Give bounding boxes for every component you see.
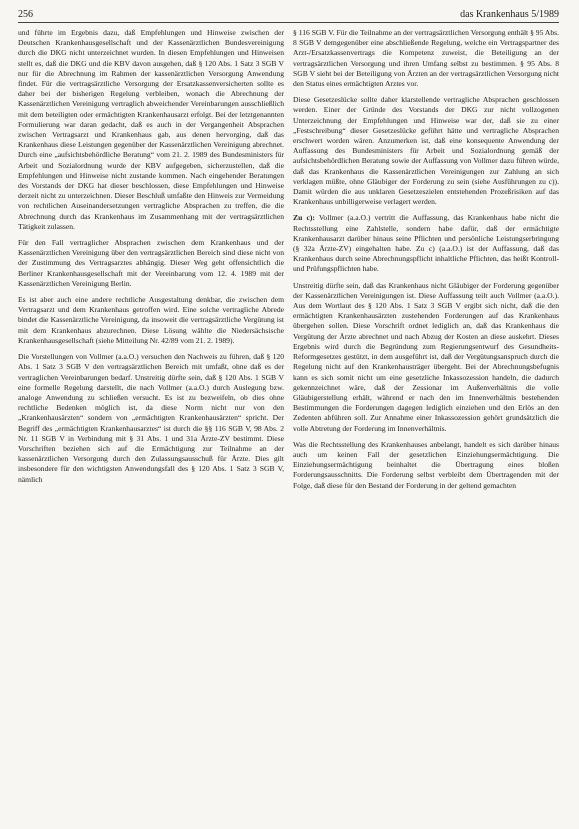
paragraph: Unstreitig dürfte sein, daß das Krankenhaus nicht Gläubiger der Forderung gegenüber der Kassenärztlichen Vereinigungen ist. Diese Auffassung teilt auch Vollmer (a.a.O.). Aus dem Wortlaut des § 120 Abs. 1 Satz 3 SGB V ergibt sich nicht, daß die den ermächtigten Krankenhausärzten zustehenden Forderungen auf das Krankenhaus übergehen sollen. Diese Vorschrift ordnet lediglich an, daß das Krankenhaus die Vergütung der Ärzte abrechnet und nach Abzug der Kosten an diese auskehrt. Dieses Ergebnis wird durch die Begründung zum Regierungsentwurf des Gesundheits-Reformgesetzes gestützt, in dem ausgeführt ist, daß der Vergütungsanspruch durch die Regelung nicht auf den Krankenhausträger übergeht. Bei der Abrechnungsbefugnis kann es sich somit nicht um eine gesetzliche Inkassozession handeln, die dadurch gekennzeichnet wäre, daß der Zessionar im Außenverhältnis die volle Gläubigerstellung erhält, während er nach den im Innenverhältnis bestehenden Bestimmungen die Forderungen dagegen lediglich einziehen und den Erlös an den Zedenten abführen soll. Zur Annahme einer Inkassozession gehört grundsätzlich die volle Abtretung der Forderung im Innenverhältnis. <box>293 280 559 433</box>
paragraph: und führte im Ergebnis dazu, daß Empfehlungen und Hinweise zwischen der Deutschen Krankenhausgesellschaft und der Kassenärztlichen Bundesvereinigung durch die DKG nicht unterzeichnet wurden. In diesen Empfehlungen und Hinweisen stellt es, daß die DKG und die KBV davon ausgehen, daß § 120 Abs. 1 Satz 3 SGB V nur für die Abrechnung im Rahmen der kassenärztlichen Versorgung Anwendung findet. Für die vertragsärztliche Versorgung der Ersatzkassenversicherten sollte es daher bei der bisherigen Regelung verbleiben, wonach die Abrechnung der Kassenärztlichen Vereinigung vertraglich abweichender Vereinbarungen ausschließlich mit dem beteiligten oder ermächtigten Krankenhausarzt erfolgt. Bei der letztgenannten Formulierung war daran gedacht, daß es auch in der Vergangenheit Absprachen zwischen Vertragsarzt und Krankenhaus gab, aus denen hervorging, daß das Krankenhaus diese Leistungen gegenüber der Kassenärztlichen Vereinigung abrechnet. Durch eine „aufsichtsbehördliche Beratung“ vom 21. 2. 1989 des Bundesministers für Arbeit und Sozialordnung wurde der KBV aufgegeben, sicherzustellen, daß die Empfehlungen und Hinweise nicht zustande kommen. Nach eingehender Beratungen des Vorstands der DKG hat dieser beschlossen, diese Empfehlungen und Hinweise derzeit nicht zu unterzeichnen. Dieser Beschluß umfaßte den Hinweis zur Vermeidung von rechtlichen Auseinandersetzungen vertragliche Absprachen zu treffen, die die Abrechnung durch das Krankenhaus im Zusammenhang mit der vertragsärztlichen Tätigkeit zulassen. <box>18 28 284 231</box>
page-header <box>18 8 559 23</box>
journal-title: das Krankenhaus 5/1989 <box>460 9 559 20</box>
paragraph: Die Vorstellungen von Vollmer (a.a.O.) versuchen den Nachweis zu führen, daß § 120 Abs. 1 Satz 3 SGB V den vertragsärztlichen Bereich mit umfaßt, ohne daß es der vertraglichen Vereinbarungen bedarf. Unstreitig dürfte sein, daß § 120 Abs. 1 SGB V eine formelle Regelung darstellt, die nach Vollmer (a.a.O.) durch Auslegung bzw. analoge Anwendung zu schließen versucht. Es ist zu bezweifeln, ob dies ohne rechtliche Bedenken möglich ist, da diese Norm nicht nur von den „Krankenhausärzten“ sondern von „ermächtigten Krankenhausärzten“ spricht. Der Begriff des „ermächtigten Krankenhausarztes“ ist durch die §§ 116 SGB V, 98 Abs. 2 Nr. 11 SGB V in Verbindung mit § 31 Abs. 1 und 31a Ärzte-ZV bestimmt. Diese Vorschriften beziehen sich auf die Ermächtigung zur Teilnahme an der kassenärztlichen Versorgung durch den Zulassungsausschuß für Ärzte. Dies gilt insbesondere für den wichtigsten Anwendungsfall des § 120 Abs. 1 Satz 3 SGB V, nämlich <box>18 352 284 484</box>
section-label: Zu c): <box>293 213 315 223</box>
paragraph: Es ist aber auch eine andere rechtliche Ausgestaltung denkbar, die zwischen dem Vertragsarzt und dem Krankenhaus getroffen wird. Eine solche vertragliche Abrede bindet die Kassenärztliche Vereinigung, da insoweit die vertragsärztliche Vergütung ist mit dem Krankenhaus abzurechnen. Diese Lösung wählte die Niedersächsische Krankenhausgesellschaft (siehe Mitteilung Nr. 42/89 vom 21. 2. 1989). <box>18 295 284 345</box>
paragraph: Für den Fall vertraglicher Absprachen zwischen dem Krankenhaus und der Kassenärztlichen Vereinigung über den vertragsärztlichen Bereich sind diese nicht von der Zustimmung des Vertragsarztes abhängig. Dieser Weg geht offensichtlich die Berliner Krankenhausgesellschaft mit der Vereinbarung vom 12. 4. 1989 mit der Kassenärztlichen Vereinigung Berlin. <box>18 238 284 288</box>
paragraph <box>293 213 559 274</box>
right-column <box>293 28 559 824</box>
paragraph: § 116 SGB V. Für die Teilnahme an der vertragsärztlichen Versorgung enthält § 95 Abs. 8 SGB V demgegenüber eine abschließende Regelung, welche ein Vertragspartner des Arzt-/Ersatzkassenvertrags die Kompetenz zuweist, die Beteiligung an der vertragsärztlichen Versorgung und ihren Umfang selbst zu bestimmen. § 95 Abs. 8 SGB V sieht bei der Beteiligung von Ärzten an der vertragsärztlichen Versorgung nicht den Status eines ermächtigten Arztes vor. <box>293 28 559 89</box>
page-number: 256 <box>18 9 33 20</box>
left-column <box>18 28 284 824</box>
paragraph: Diese Gesetzeslücke sollte daher klarstellende vertragliche Absprachen geschlossen werden. Einer der Gründe des Vorstands der DKG zur nicht vollzogenen Unterzeichnung der Empfehlungen und Hinweise war der, daß sie zu einer „Festschreibung“ dieser Gesetzeslücke geführt hätte und vertragliche Absprachen erschwert worden wären. Anzumerken ist, daß eine konsequente Anwendung der Auffassung des Bundesministers für Arbeit und Sozialordnung gemäß der aufsichtsbehördlichen Beratung sowie der Auffassung von Vollmer dazu führen würde, daß das Krankenhaus die Kassenärztlichen Vereinigungen zur Zahlung an sich verklagen müßte, ohne Gläubiger der Forderung zu sein (siehe Ausführungen zu c)). Damit würden die aus unklaren Gesetzeszielen entstehenden Prozeßrisiken auf das Krankenhaus unbilligerweise verlagert werden. <box>293 95 559 207</box>
paragraph-text: Vollmer (a.a.O.) vertritt die Auffassung, das Krankenhaus habe nicht die Rechtsstellung eine Zahlstelle, sondern habe dafür, daß der ermächtigte Krankenhausarzt darüber hinaus seine Pflichten und persönliche Leistungserbringung (§ 32a Ärzte-ZV) eingehalten habe. Zu c) (a.a.O.) ist der Auffassung, daß das Krankenhaus durch seine Abrechnungspflicht inhaltliche Pflichten, das heißt Kontroll- und Prüfungspflichten habe. <box>293 213 559 274</box>
paragraph: Was die Rechtsstellung des Krankenhauses anbelangt, handelt es sich darüber hinaus auch um keinen Fall der gesetzlichen Einziehungsermächtigung. Die Einziehungsermächtigung beinhaltet die Übertragung eines bloßen Forderungsausschnitts. Die Forderung selbst verbleibt dem Übertragenden mit der Folge, daß diese für den Bestand der Forderung in der geltend gemachten <box>293 439 559 490</box>
